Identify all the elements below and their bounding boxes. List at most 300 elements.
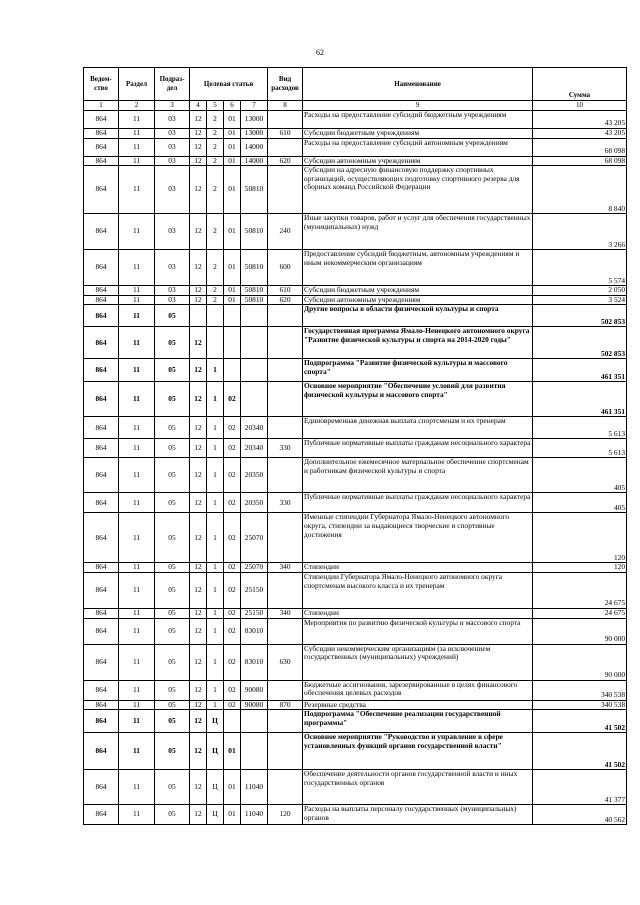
program-cell: 12 (190, 111, 207, 129)
summa-cell: 340 538 (533, 680, 627, 700)
vid-rashodov-cell: 330 (268, 493, 303, 513)
event-cell: 02 (224, 608, 241, 618)
vid-rashodov-cell (268, 382, 303, 417)
naimenovanie-cell: Именные стипендии Губернатора Ямало-Ненецкого автономного округа, стипендии за выдающиеся творческие и спортивные достижения (303, 513, 533, 563)
razdel-cell: 11 (119, 770, 155, 805)
subprogram-cell: 2 (207, 295, 224, 305)
direction-cell: 25150 (241, 572, 268, 608)
budget-table (83, 67, 627, 825)
vedomstvo-cell: 864 (84, 111, 119, 129)
naimenovanie-cell: Стипендии (303, 563, 533, 573)
podrazdel-cell: 05 (155, 700, 190, 710)
direction-cell: 20340 (241, 417, 268, 439)
naimenovanie-cell: Основное мероприятие "Руководство и управление в сфере установленных функций органов государственной власти" (303, 733, 533, 770)
podrazdel-cell: 03 (155, 286, 190, 296)
table-row (84, 382, 627, 417)
column-number: 1 (84, 101, 119, 111)
vedomstvo-cell: 864 (84, 608, 119, 618)
naimenovanie-cell: Подпрограмма "Обеспечение реализации государственной программы" (303, 710, 533, 733)
naimenovanie-cell: Стипендии Губернатора Ямало-Ненецкого автономного округа спортсменам высокого класса и их тренерам (303, 572, 533, 608)
podrazdel-cell: 03 (155, 250, 190, 286)
direction-cell: 90080 (241, 680, 268, 700)
naimenovanie-cell: Единовременная денежная выплата спортсменам и их тренерам (303, 417, 533, 439)
naimenovanie-cell: Субсидии автономным учреждениям (303, 295, 533, 305)
summa-cell: 405 (533, 493, 627, 513)
summa-cell: 90 000 (533, 618, 627, 644)
header-vid-rashodov: Вид расходов (268, 68, 303, 101)
subprogram-cell: 2 (207, 129, 224, 139)
direction-cell: 50810 (241, 166, 268, 214)
event-cell: 01 (224, 166, 241, 214)
podrazdel-cell: 05 (155, 733, 190, 770)
header-celevaya-statya: Целевая статья (190, 68, 268, 101)
naimenovanie-cell: Подпрограмма "Развитие физической культуры и массового спорта" (303, 359, 533, 382)
program-cell: 12 (190, 156, 207, 166)
subprogram-cell: 2 (207, 166, 224, 214)
naimenovanie-cell: Дополнительное ежемесячное материальное обеспечение спортсменам и работникам физической культуры и спорта (303, 458, 533, 493)
podrazdel-cell: 03 (155, 129, 190, 139)
summa-cell: 502 853 (533, 305, 627, 327)
vedomstvo-cell: 864 (84, 295, 119, 305)
razdel-cell: 11 (119, 417, 155, 439)
table-row (84, 572, 627, 608)
program-cell: 12 (190, 327, 207, 359)
vid-rashodov-cell: 870 (268, 700, 303, 710)
direction-cell: 25070 (241, 563, 268, 573)
event-cell: 02 (224, 382, 241, 417)
summa-cell: 90 000 (533, 644, 627, 680)
podrazdel-cell: 05 (155, 644, 190, 680)
program-cell: 12 (190, 458, 207, 493)
razdel-cell: 11 (119, 680, 155, 700)
podrazdel-cell: 03 (155, 156, 190, 166)
event-cell (224, 327, 241, 359)
event-cell: 02 (224, 513, 241, 563)
naimenovanie-cell: Обеспечение деятельности органов государственной власти и иных государственных органов (303, 770, 533, 805)
program-cell: 12 (190, 572, 207, 608)
vid-rashodov-cell: 620 (268, 156, 303, 166)
summa-cell: 405 (533, 458, 627, 493)
table-row (84, 214, 627, 250)
naimenovanie-cell: Субсидии автономным учреждениям (303, 156, 533, 166)
podrazdel-cell: 05 (155, 417, 190, 439)
program-cell: 12 (190, 680, 207, 700)
direction-cell: 20340 (241, 439, 268, 458)
direction-cell (241, 733, 268, 770)
program-cell: 12 (190, 250, 207, 286)
direction-cell: 50810 (241, 286, 268, 296)
razdel-cell: 11 (119, 382, 155, 417)
column-number: 7 (241, 101, 268, 111)
table-row (84, 458, 627, 493)
razdel-cell: 11 (119, 214, 155, 250)
table-row (84, 563, 627, 573)
podrazdel-cell: 05 (155, 618, 190, 644)
naimenovanie-cell: Основное мероприятие "Обеспечение условий для развития физической культуры и массового спорта" (303, 382, 533, 417)
event-cell: 01 (224, 733, 241, 770)
direction-cell: 13000 (241, 111, 268, 129)
event-cell: 02 (224, 493, 241, 513)
column-number: 9 (303, 101, 533, 111)
podrazdel-cell: 05 (155, 439, 190, 458)
subprogram-cell (207, 327, 224, 359)
program-cell: 12 (190, 563, 207, 573)
vid-rashodov-cell (268, 138, 303, 156)
subprogram-cell: 2 (207, 214, 224, 250)
razdel-cell: 11 (119, 513, 155, 563)
column-number: 5 (207, 101, 224, 111)
razdel-cell: 11 (119, 618, 155, 644)
subprogram-cell: 2 (207, 250, 224, 286)
razdel-cell: 11 (119, 458, 155, 493)
naimenovanie-cell: Государственная программа Ямало-Ненецкого автономного округа "Развитие физической культуры и спорта на 2014-2020 годы" (303, 327, 533, 359)
podrazdel-cell: 05 (155, 359, 190, 382)
header-razdel: Раздел (119, 68, 155, 101)
vedomstvo-cell: 864 (84, 493, 119, 513)
subprogram-cell: 1 (207, 439, 224, 458)
vid-rashodov-cell: 610 (268, 129, 303, 139)
program-cell: 12 (190, 700, 207, 710)
event-cell: 02 (224, 618, 241, 644)
event-cell: 02 (224, 572, 241, 608)
razdel-cell: 11 (119, 644, 155, 680)
table-row (84, 710, 627, 733)
event-cell: 01 (224, 129, 241, 139)
vid-rashodov-cell (268, 166, 303, 214)
razdel-cell: 11 (119, 439, 155, 458)
vid-rashodov-cell: 340 (268, 563, 303, 573)
summa-cell: 502 853 (533, 327, 627, 359)
podrazdel-cell: 05 (155, 770, 190, 805)
program-cell (190, 305, 207, 327)
direction-cell (241, 382, 268, 417)
table-row (84, 618, 627, 644)
subprogram-cell: Ц (207, 710, 224, 733)
vedomstvo-cell: 864 (84, 129, 119, 139)
event-cell: 02 (224, 439, 241, 458)
summa-cell: 5 613 (533, 439, 627, 458)
vedomstvo-cell: 864 (84, 327, 119, 359)
program-cell: 12 (190, 805, 207, 825)
event-cell: 01 (224, 295, 241, 305)
direction-cell: 25150 (241, 608, 268, 618)
program-cell: 12 (190, 439, 207, 458)
podrazdel-cell: 03 (155, 214, 190, 250)
table-row (84, 644, 627, 680)
razdel-cell: 11 (119, 805, 155, 825)
subprogram-cell: Ц (207, 733, 224, 770)
naimenovanie-cell: Бюджетные ассигнования, зарезервированные в целях финансового обеспечения целевых расходов (303, 680, 533, 700)
direction-cell (241, 710, 268, 733)
vedomstvo-cell: 864 (84, 680, 119, 700)
vedomstvo-cell: 864 (84, 286, 119, 296)
program-cell: 12 (190, 382, 207, 417)
direction-cell: 11040 (241, 770, 268, 805)
direction-cell: 25070 (241, 513, 268, 563)
header-row (84, 68, 627, 101)
vid-rashodov-cell (268, 305, 303, 327)
vid-rashodov-cell: 620 (268, 295, 303, 305)
table-row (84, 680, 627, 700)
podrazdel-cell: 05 (155, 680, 190, 700)
summa-cell: 461 351 (533, 359, 627, 382)
direction-cell (241, 327, 268, 359)
event-cell: 02 (224, 563, 241, 573)
podrazdel-cell: 05 (155, 382, 190, 417)
subprogram-cell: 1 (207, 680, 224, 700)
table-row (84, 111, 627, 129)
vedomstvo-cell: 864 (84, 359, 119, 382)
event-cell: 01 (224, 805, 241, 825)
direction-cell: 50810 (241, 214, 268, 250)
event-cell (224, 305, 241, 327)
naimenovanie-cell: Резервные средства (303, 700, 533, 710)
program-cell: 12 (190, 770, 207, 805)
summa-cell: 41 502 (533, 710, 627, 733)
event-cell (224, 710, 241, 733)
direction-cell (241, 305, 268, 327)
vedomstvo-cell: 864 (84, 417, 119, 439)
vedomstvo-cell: 864 (84, 382, 119, 417)
vedomstvo-cell: 864 (84, 563, 119, 573)
direction-cell: 13000 (241, 129, 268, 139)
vedomstvo-cell: 864 (84, 305, 119, 327)
column-number: 2 (119, 101, 155, 111)
subprogram-cell: 1 (207, 513, 224, 563)
vid-rashodov-cell (268, 417, 303, 439)
column-number-row (84, 101, 627, 111)
program-cell: 12 (190, 710, 207, 733)
program-cell: 12 (190, 644, 207, 680)
vid-rashodov-cell (268, 710, 303, 733)
table-row (84, 166, 627, 214)
vedomstvo-cell: 864 (84, 250, 119, 286)
naimenovanie-cell: Иные закупки товаров, работ и услуг для обеспечения государственных (муниципальных) нужд (303, 214, 533, 250)
subprogram-cell: 1 (207, 563, 224, 573)
podrazdel-cell: 05 (155, 563, 190, 573)
summa-cell: 40 562 (533, 805, 627, 825)
table-row (84, 513, 627, 563)
vid-rashodov-cell: 610 (268, 286, 303, 296)
summa-cell: 5 613 (533, 417, 627, 439)
subprogram-cell: 1 (207, 644, 224, 680)
direction-cell: 83010 (241, 618, 268, 644)
subprogram-cell: 1 (207, 417, 224, 439)
vid-rashodov-cell (268, 618, 303, 644)
subprogram-cell: 2 (207, 111, 224, 129)
vid-rashodov-cell (268, 733, 303, 770)
podrazdel-cell: 03 (155, 111, 190, 129)
podrazdel-cell: 03 (155, 138, 190, 156)
subprogram-cell: 1 (207, 458, 224, 493)
vedomstvo-cell: 864 (84, 458, 119, 493)
razdel-cell: 11 (119, 572, 155, 608)
subprogram-cell: 1 (207, 572, 224, 608)
vid-rashodov-cell (268, 458, 303, 493)
program-cell: 12 (190, 166, 207, 214)
subprogram-cell: 1 (207, 618, 224, 644)
naimenovanie-cell: Субсидии бюджетным учреждениям (303, 286, 533, 296)
razdel-cell: 11 (119, 608, 155, 618)
table-row (84, 295, 627, 305)
column-number: 8 (268, 101, 303, 111)
subprogram-cell: Ц (207, 770, 224, 805)
vedomstvo-cell: 864 (84, 733, 119, 770)
vid-rashodov-cell: 600 (268, 250, 303, 286)
vedomstvo-cell: 864 (84, 770, 119, 805)
vid-rashodov-cell (268, 680, 303, 700)
vid-rashodov-cell (268, 770, 303, 805)
podrazdel-cell: 05 (155, 513, 190, 563)
naimenovanie-cell: Другие вопросы в области физической культуры и спорта (303, 305, 533, 327)
direction-cell: 50810 (241, 250, 268, 286)
naimenovanie-cell: Расходы на предоставление субсидий автономным учреждениям (303, 138, 533, 156)
naimenovanie-cell: Стипендии (303, 608, 533, 618)
summa-cell: 340 538 (533, 700, 627, 710)
event-cell: 02 (224, 458, 241, 493)
program-cell: 12 (190, 295, 207, 305)
razdel-cell: 11 (119, 138, 155, 156)
table-row (84, 733, 627, 770)
summa-cell: 5 574 (533, 250, 627, 286)
razdel-cell: 11 (119, 295, 155, 305)
naimenovanie-cell: Расходы на выплаты персоналу государственных (муниципальных) органов (303, 805, 533, 825)
vid-rashodov-cell: 340 (268, 608, 303, 618)
direction-cell: 83010 (241, 644, 268, 680)
event-cell: 02 (224, 644, 241, 680)
podrazdel-cell: 03 (155, 295, 190, 305)
column-number: 4 (190, 101, 207, 111)
podrazdel-cell: 05 (155, 458, 190, 493)
header-vedomstvo: Ведом-ство (84, 68, 119, 101)
event-cell: 02 (224, 700, 241, 710)
direction-cell: 14000 (241, 156, 268, 166)
direction-cell (241, 359, 268, 382)
naimenovanie-cell: Предоставление субсидий бюджетным, автономным учреждениям и иным некоммерческим организациям (303, 250, 533, 286)
summa-cell: 120 (533, 563, 627, 573)
razdel-cell: 11 (119, 166, 155, 214)
direction-cell: 20350 (241, 458, 268, 493)
table-row (84, 327, 627, 359)
podrazdel-cell: 05 (155, 710, 190, 733)
naimenovanie-cell: Субсидии бюджетным учреждениям (303, 129, 533, 139)
subprogram-cell: 1 (207, 359, 224, 382)
table-row (84, 305, 627, 327)
page-number: 62 (316, 48, 324, 57)
razdel-cell: 11 (119, 733, 155, 770)
table-row (84, 250, 627, 286)
subprogram-cell (207, 305, 224, 327)
razdel-cell: 11 (119, 156, 155, 166)
summa-cell: 8 840 (533, 166, 627, 214)
razdel-cell: 11 (119, 700, 155, 710)
vid-rashodov-cell (268, 572, 303, 608)
summa-cell: 41 502 (533, 733, 627, 770)
table-row (84, 138, 627, 156)
vedomstvo-cell: 864 (84, 439, 119, 458)
event-cell (224, 359, 241, 382)
vedomstvo-cell: 864 (84, 156, 119, 166)
vid-rashodov-cell: 120 (268, 805, 303, 825)
podrazdel-cell: 05 (155, 305, 190, 327)
vid-rashodov-cell: 630 (268, 644, 303, 680)
direction-cell: 20350 (241, 493, 268, 513)
subprogram-cell: 2 (207, 286, 224, 296)
podrazdel-cell: 05 (155, 572, 190, 608)
subprogram-cell: Ц (207, 805, 224, 825)
summa-cell: 24 675 (533, 572, 627, 608)
event-cell: 02 (224, 417, 241, 439)
subprogram-cell: 2 (207, 156, 224, 166)
vid-rashodov-cell (268, 359, 303, 382)
program-cell: 12 (190, 286, 207, 296)
program-cell: 12 (190, 493, 207, 513)
vid-rashodov-cell (268, 513, 303, 563)
naimenovanie-cell: Мероприятия по развитию физической культуры и массового спорта (303, 618, 533, 644)
summa-cell: 68 098 (533, 138, 627, 156)
vedomstvo-cell: 864 (84, 700, 119, 710)
summa-cell: 43 205 (533, 129, 627, 139)
header-naimenovanie: Наименование (303, 68, 533, 101)
event-cell: 01 (224, 770, 241, 805)
program-cell: 12 (190, 733, 207, 770)
vedomstvo-cell: 864 (84, 166, 119, 214)
table-body (84, 111, 627, 825)
direction-cell: 50810 (241, 295, 268, 305)
program-cell: 12 (190, 513, 207, 563)
summa-cell: 43 205 (533, 111, 627, 129)
razdel-cell: 11 (119, 359, 155, 382)
program-cell: 12 (190, 608, 207, 618)
vid-rashodov-cell: 240 (268, 214, 303, 250)
naimenovanie-cell: Расходы на предоставление субсидий бюджетным учреждениям (303, 111, 533, 129)
program-cell: 12 (190, 214, 207, 250)
table-row (84, 493, 627, 513)
razdel-cell: 11 (119, 111, 155, 129)
subprogram-cell: 2 (207, 138, 224, 156)
table-row (84, 286, 627, 296)
vedomstvo-cell: 864 (84, 513, 119, 563)
direction-cell: 90080 (241, 700, 268, 710)
summa-cell: 3 524 (533, 295, 627, 305)
program-cell: 12 (190, 359, 207, 382)
vid-rashodov-cell: 330 (268, 439, 303, 458)
table-row (84, 805, 627, 825)
header-podrazdel: Подраз-дел (155, 68, 190, 101)
table-row (84, 770, 627, 805)
event-cell: 01 (224, 214, 241, 250)
table-row (84, 417, 627, 439)
summa-cell: 3 266 (533, 214, 627, 250)
program-cell: 12 (190, 417, 207, 439)
naimenovanie-cell: Субсидии некоммерческим организациям (за исключением государственных (муниципальных) учреждений) (303, 644, 533, 680)
summa-cell: 2 050 (533, 286, 627, 296)
razdel-cell: 11 (119, 286, 155, 296)
vedomstvo-cell: 864 (84, 214, 119, 250)
column-number: 6 (224, 101, 241, 111)
vedomstvo-cell: 864 (84, 805, 119, 825)
vedomstvo-cell: 864 (84, 644, 119, 680)
podrazdel-cell: 03 (155, 166, 190, 214)
subprogram-cell: 1 (207, 382, 224, 417)
header-summa: Сумма (533, 68, 627, 101)
podrazdel-cell: 05 (155, 805, 190, 825)
column-number: 3 (155, 101, 190, 111)
program-cell: 12 (190, 138, 207, 156)
podrazdel-cell: 05 (155, 608, 190, 618)
table-row (84, 700, 627, 710)
podrazdel-cell: 05 (155, 493, 190, 513)
